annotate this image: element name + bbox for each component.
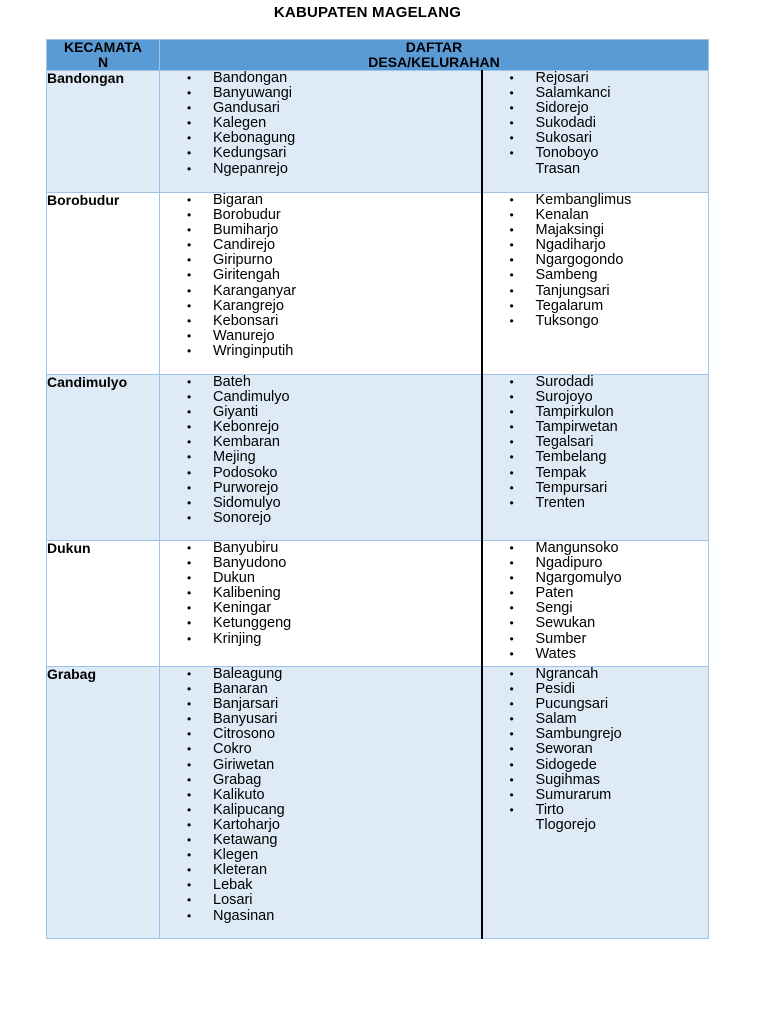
list-item: • Wringinputih [160, 344, 481, 359]
desa-list-right [482, 541, 709, 667]
list-item: • Citrosono [160, 727, 481, 742]
list-item: • Banyudono [160, 556, 481, 571]
list-item: • Sambeng [483, 268, 709, 283]
kecamatan-name: Dukun [47, 541, 160, 667]
header-daftar-desa: DAFTAR DESA/KELURAHAN [160, 40, 709, 71]
kecamatan-name: Grabag [47, 667, 160, 939]
list-item: • Kembaran [160, 435, 481, 450]
list-item: • Bateh [160, 375, 481, 390]
table-row [47, 375, 709, 541]
list-item: • Majaksingi [483, 223, 709, 238]
list-item: • Kedungsari [160, 146, 481, 161]
list-item: • Giripurno [160, 253, 481, 268]
list-item: • Sumber [483, 632, 709, 647]
list-item: • Grabag [160, 773, 481, 788]
list-item: • Sumurarum [483, 788, 709, 803]
list-item: • Kalibening [160, 586, 481, 601]
list-item: • Sugihmas [483, 773, 709, 788]
list-item: • Sambungrejo [483, 727, 709, 742]
list-item: • Kalikuto [160, 788, 481, 803]
table-row [47, 541, 709, 667]
list-item: • Banjarsari [160, 697, 481, 712]
kecamatan-name: Candimulyo [47, 375, 160, 541]
list-item: • Tempursari [483, 481, 709, 496]
list-item: • Mejing [160, 450, 481, 465]
list-item: • Dukun [160, 571, 481, 586]
list-item: • Baleagung [160, 667, 481, 682]
list-item: • Ngargomulyo [483, 571, 709, 586]
list-item: • Banyuwangi [160, 86, 481, 101]
list-item: • Lebak [160, 878, 481, 893]
list-item: • Losari [160, 893, 481, 908]
list-item: • Tegalarum [483, 299, 709, 314]
kecamatan-table [46, 39, 709, 939]
list-item: • Bandongan [160, 71, 481, 86]
desa-list-right [482, 375, 709, 541]
list-item: • Bumiharjo [160, 223, 481, 238]
list-item: • Sengi [483, 601, 709, 616]
list-item: • Tegalsari [483, 435, 709, 450]
kecamatan-name: Bandongan [47, 71, 160, 193]
list-item: • Ngepanrejo [160, 162, 481, 177]
list-item: • Kalipucang [160, 803, 481, 818]
table-header-row [47, 40, 709, 71]
list-item: • Borobudur [160, 208, 481, 223]
list-item: • Sonorejo [160, 511, 481, 526]
list-item: • Sewukan [483, 616, 709, 631]
list-item: • Ketawang [160, 833, 481, 848]
list-item: • Surojoyo [483, 390, 709, 405]
list-item: • Ngadiharjo [483, 238, 709, 253]
list-item: • Banyusari [160, 712, 481, 727]
list-item: • Candimulyo [160, 390, 481, 405]
list-item: • Kebonrejo [160, 420, 481, 435]
list-item: • Banaran [160, 682, 481, 697]
list-item: • Tembelang [483, 450, 709, 465]
list-item: • Ketunggeng [160, 616, 481, 631]
list-item: • Rejosari [483, 71, 709, 86]
list-item: • Wanurejo [160, 329, 481, 344]
list-item: • Sidorejo [483, 101, 709, 116]
list-item: • Ngadipuro [483, 556, 709, 571]
list-item: • Karangrejo [160, 299, 481, 314]
list-item: • Trenten [483, 496, 709, 511]
list-item: • Mangunsoko [483, 541, 709, 556]
list-item: • Purworejo [160, 481, 481, 496]
desa-list-right [482, 667, 709, 939]
list-item: • Sukodadi [483, 116, 709, 131]
list-item: • Tuksongo [483, 314, 709, 329]
list-item: • Tempak [483, 466, 709, 481]
list-item: • Giyanti [160, 405, 481, 420]
list-item: • Krinjing [160, 632, 481, 647]
list-item: • Kebonsari [160, 314, 481, 329]
list-item: • Ngargogondo [483, 253, 709, 268]
list-item: • Tanjungsari [483, 284, 709, 299]
list-item: • Giritengah [160, 268, 481, 283]
list-item: • Sidogede [483, 758, 709, 773]
list-item: • Tirto [483, 803, 709, 818]
list-item: • Wates [483, 647, 709, 662]
table-row [47, 667, 709, 939]
header-kecamatan: KECAMATA N [47, 40, 160, 71]
list-item: • Tampirwetan [483, 420, 709, 435]
list-item: • Giriwetan [160, 758, 481, 773]
list-item: • Kalegen [160, 116, 481, 131]
list-item: • Candirejo [160, 238, 481, 253]
list-item: • Klegen [160, 848, 481, 863]
desa-list-left [160, 375, 482, 541]
list-item: • Ngasinan [160, 909, 481, 924]
page-title: KABUPATEN MAGELANG [273, 4, 462, 21]
list-item: • Sukosari [483, 131, 709, 146]
list-item: • Salam [483, 712, 709, 727]
table-row [47, 193, 709, 375]
list-item: • Kartoharjo [160, 818, 481, 833]
list-item: • Pesidi [483, 682, 709, 697]
list-item: • Sidomulyo [160, 496, 481, 511]
list-item: • Cokro [160, 742, 481, 757]
desa-list-right [482, 71, 709, 193]
list-item: • Surodadi [483, 375, 709, 390]
list-item: • Keningar [160, 601, 481, 616]
desa-list-left [160, 193, 482, 375]
list-item: • Karanganyar [160, 284, 481, 299]
kecamatan-name: Borobudur [47, 193, 160, 375]
desa-list-left [160, 541, 482, 667]
list-item: • Kenalan [483, 208, 709, 223]
desa-list-left [160, 71, 482, 193]
list-item: • Ngrancah [483, 667, 709, 682]
list-item-unbulleted: Tlogorejo [535, 816, 596, 833]
list-item: • Banyubiru [160, 541, 481, 556]
list-item-unbulleted: Trasan [535, 160, 581, 177]
desa-list-right [482, 193, 709, 375]
list-item: • Tonoboyo [483, 146, 709, 161]
list-item: • Bigaran [160, 193, 481, 208]
desa-list-left [160, 667, 482, 939]
list-item: • Pucungsari [483, 697, 709, 712]
list-item: • Kleteran [160, 863, 481, 878]
list-item: • Podosoko [160, 466, 481, 481]
list-item: • Tampirkulon [483, 405, 709, 420]
list-item: • Salamkanci [483, 86, 709, 101]
list-item: • Kembanglimus [483, 193, 709, 208]
list-item: • Kebonagung [160, 131, 481, 146]
list-item: • Gandusari [160, 101, 481, 116]
list-item: • Seworan [483, 742, 709, 757]
table-row [47, 71, 709, 193]
list-item: • Paten [483, 586, 709, 601]
